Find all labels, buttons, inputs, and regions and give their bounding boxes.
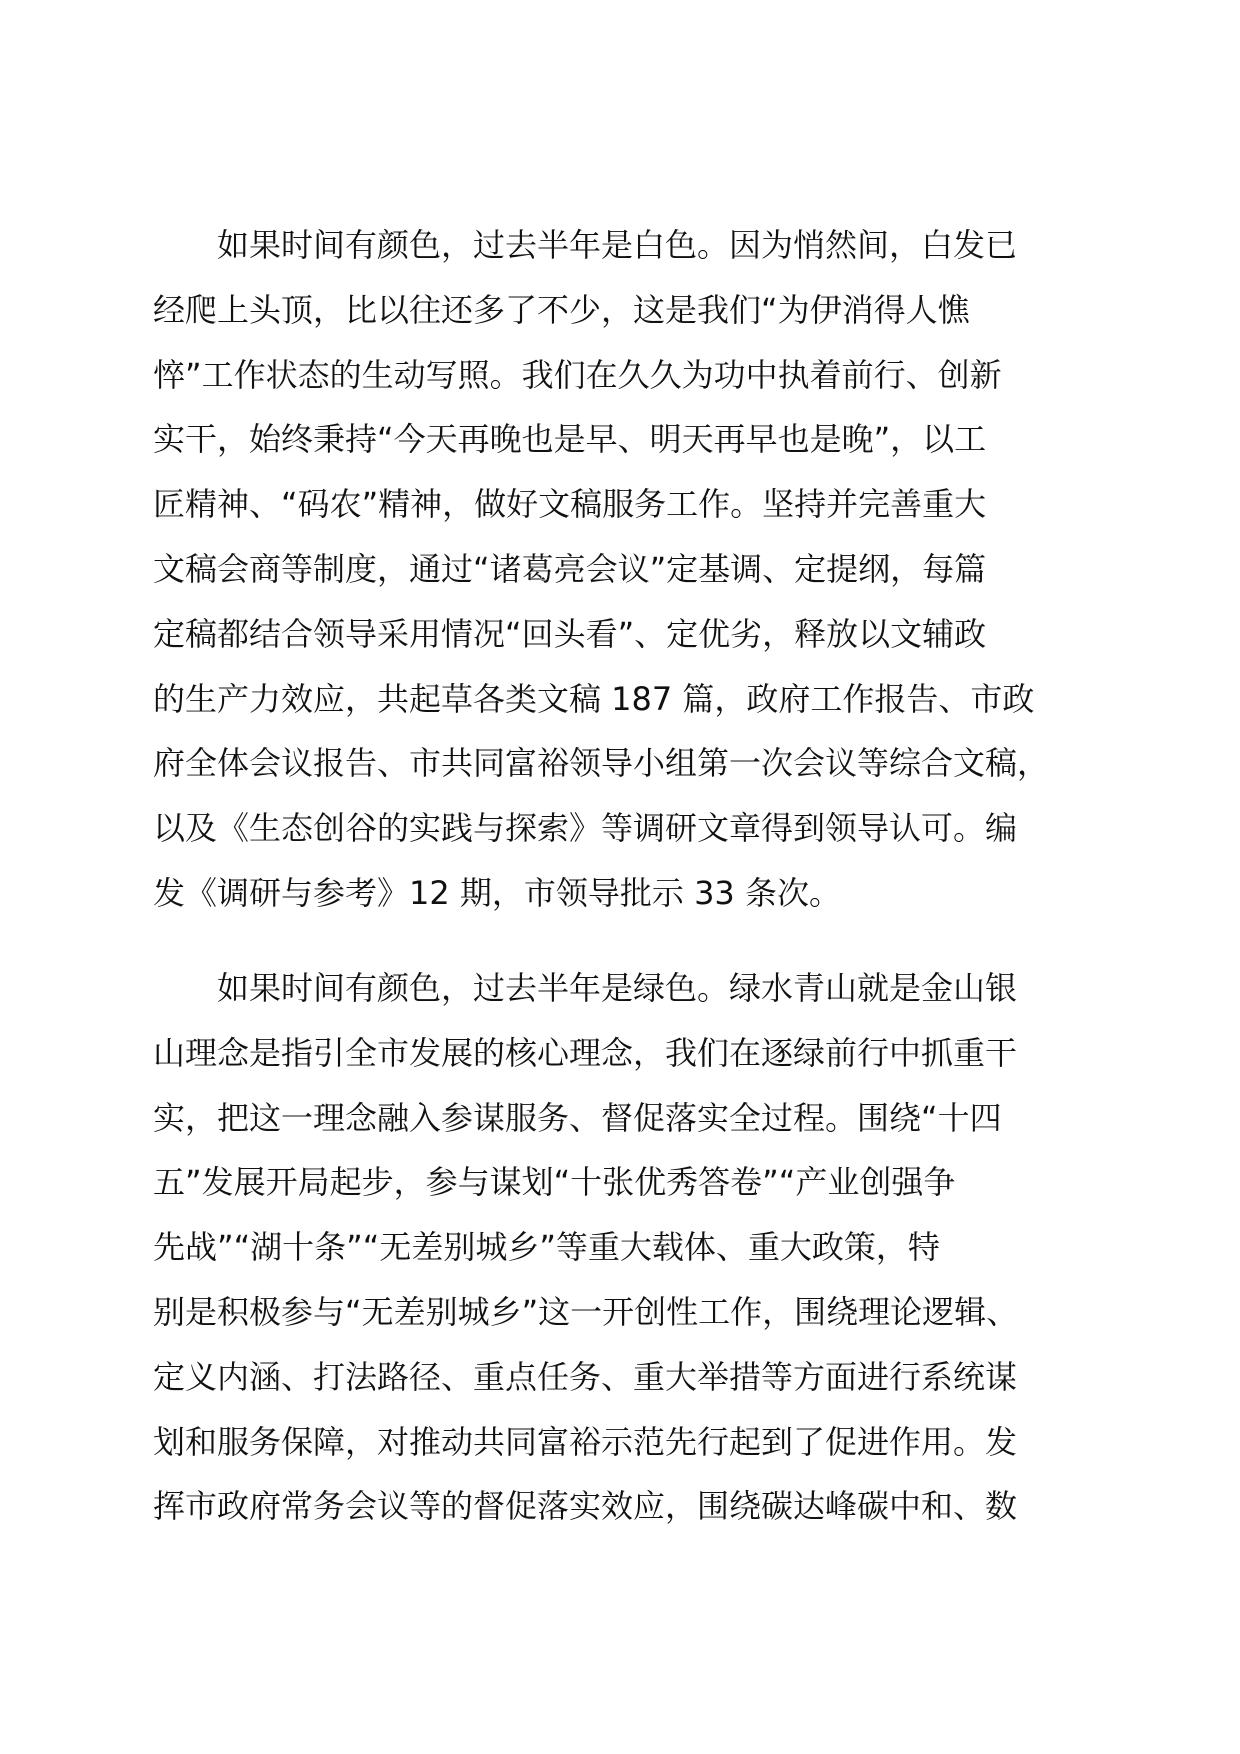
text-line: 别是积极参与“无差别城乡”这一开创性工作，围绕理论逻辑、 [153, 1292, 1019, 1331]
text-line: 经爬上头顶，比以往还多了不少，这是我们“为伊消得人憔 [153, 290, 970, 329]
text-line: 的生产力效应，共起草各类文稿 187 篇，政府工作报告、市政 [153, 679, 1035, 718]
text-line: 实，把这一理念融入参谋服务、督促落实全过程。围绕“十四 [153, 1098, 1002, 1137]
text-line: 以及《生态创谷的实践与探索》等调研文章得到领导认可。编 [153, 809, 1018, 848]
text-line: 定义内涵、打法路径、重点任务、重大举措等方面进行系统谋 [153, 1357, 1018, 1396]
paragraph-green [153, 956, 1108, 1539]
text-line: 如果时间有颜色，过去半年是绿色。绿水青山就是金山银 [217, 969, 1018, 1007]
text-line: 匠精神、“码农”精神，做好文稿服务工作。坚持并完善重大 [153, 485, 987, 524]
text-line: 发《调研与参考》12 期，市领导批示 33 条次。 [153, 873, 841, 912]
text-line: 五”发展开局起步，参与谋划“十张优秀答卷”“产业创强争 [153, 1163, 956, 1202]
text-line: 定稿都结合领导采用情况“回头看”、定优劣，释放以文辅政 [153, 614, 987, 653]
text-line: 挥市政府常务会议等的督促落实效应，围绕碳达峰碳中和、数 [153, 1487, 1018, 1526]
text-line: 悴”工作状态的生动写照。我们在久久为功中执着前行、创新 [153, 355, 1002, 394]
text-line: 府全体会议报告、市共同富裕领导小组第一次会议等综合文稿， [153, 744, 1050, 783]
text-line: 实干，始终秉持“今天再晚也是早、明天再早也是晚”，以工 [153, 420, 987, 459]
text-line: 划和服务保障，对推动共同富裕示范先行起到了促进作用。发 [153, 1422, 1018, 1461]
paragraph-white [153, 213, 1108, 926]
text-line: 如果时间有颜色，过去半年是白色。因为悄然间，白发已 [217, 226, 1018, 264]
text-line: 先战”“湖十条”“无差别城乡”等重大载体、重大政策，特 [153, 1228, 940, 1267]
text-line: 山理念是指引全市发展的核心理念，我们在逐绿前行中抓重干 [153, 1033, 1018, 1072]
text-line: 文稿会商等制度，通过“诸葛亮会议”定基调、定提纲，每篇 [153, 549, 987, 588]
